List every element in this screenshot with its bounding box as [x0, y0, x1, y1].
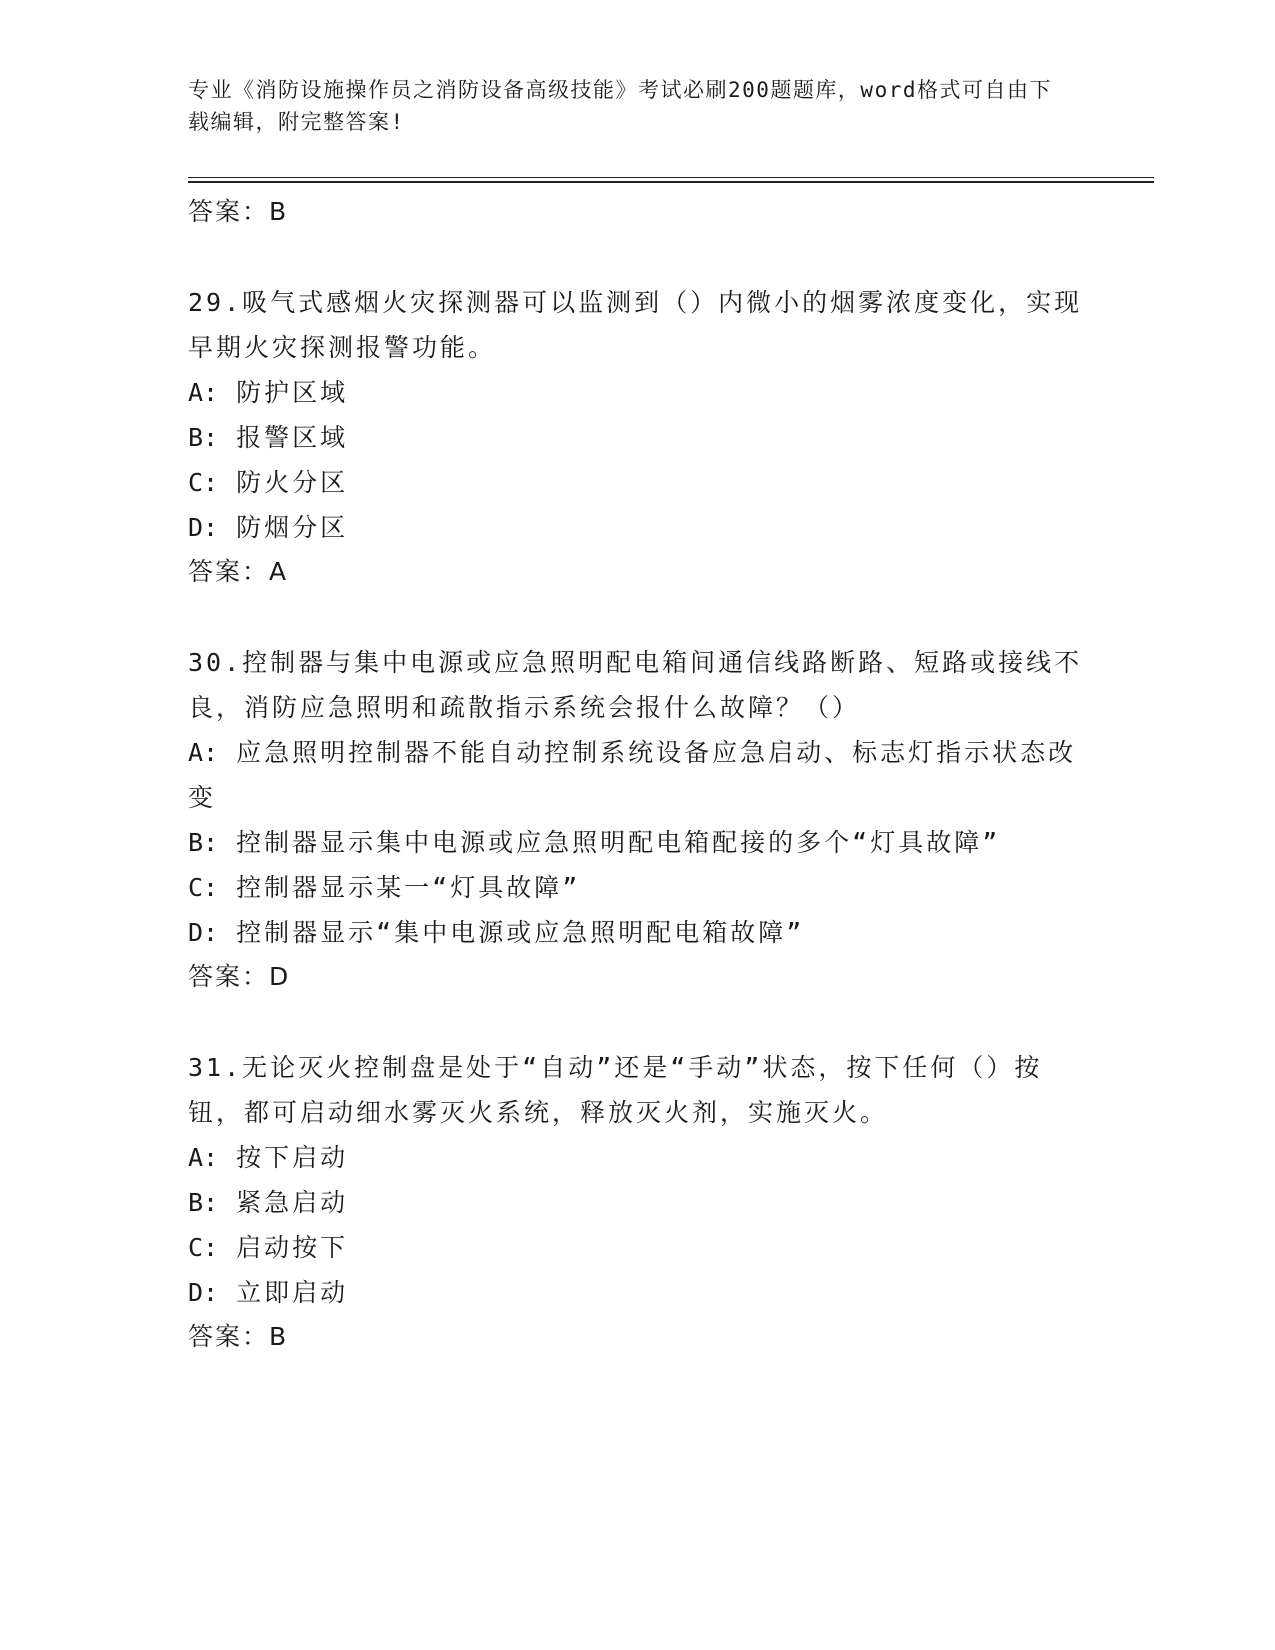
option-a	[188, 1135, 1088, 1180]
previous-answer	[188, 190, 1088, 234]
question-block	[188, 640, 1088, 999]
option-text: 按下启动	[236, 1143, 349, 1172]
question-text	[188, 640, 1088, 730]
option-letter: D:	[188, 1278, 219, 1307]
option-a	[188, 730, 1088, 820]
option-text: 应急照明控制器不能自动控制系统设备应急启动、标志灯指示状态改变	[188, 738, 1077, 812]
option-text: 报警区域	[236, 423, 349, 452]
option-a	[188, 370, 1088, 415]
option-letter: B:	[188, 828, 219, 857]
option-text: 防火分区	[236, 468, 349, 497]
header-divider-thin	[188, 177, 1154, 178]
question-number: 31.	[188, 1053, 243, 1082]
answer-value: A	[269, 557, 289, 586]
option-d	[188, 505, 1088, 550]
answer-value: B	[269, 1322, 289, 1351]
option-text: 控制器显示某一“灯具故障”	[236, 873, 581, 902]
question-stem: 无论灭火控制盘是处于“自动”还是“手动”状态，按下任何（）按钮，都可启动细水雾灭火系统，释放灭火剂，实施灭火。	[188, 1053, 1043, 1127]
option-letter: C:	[188, 468, 219, 497]
option-letter: D:	[188, 918, 219, 947]
spacer	[188, 594, 1088, 640]
option-b	[188, 1180, 1088, 1225]
question-stem: 吸气式感烟火灾探测器可以监测到（）内微小的烟雾浓度变化，实现早期火灾探测报警功能。	[188, 288, 1083, 362]
answer-value: D	[269, 962, 291, 991]
answer-label: 答案：	[188, 557, 270, 586]
option-letter: C:	[188, 1233, 219, 1262]
question-number: 30.	[188, 648, 243, 677]
header-text: 专业《消防设施操作员之消防设备高级技能》考试必刷200题题库，word格式可自由下载编辑，附完整答案!	[188, 78, 1052, 134]
option-d	[188, 1270, 1088, 1315]
question-stem: 控制器与集中电源或应急照明配电箱间通信线路断路、短路或接线不良，消防应急照明和疏散指示系统会报什么故障？（）	[188, 648, 1083, 722]
question-block	[188, 1045, 1088, 1359]
option-letter: B:	[188, 423, 219, 452]
option-letter: A:	[188, 738, 219, 767]
question-answer	[188, 550, 1088, 594]
option-c	[188, 865, 1088, 910]
option-text: 紧急启动	[236, 1188, 349, 1217]
question-number: 29.	[188, 288, 243, 317]
spacer	[188, 999, 1088, 1045]
option-letter: A:	[188, 1143, 219, 1172]
option-text: 控制器显示集中电源或应急照明配电箱配接的多个“灯具故障”	[236, 828, 1001, 857]
option-text: 启动按下	[236, 1233, 349, 1262]
header-divider-thick	[188, 181, 1154, 183]
option-letter: C:	[188, 873, 219, 902]
option-c	[188, 1225, 1088, 1270]
question-text	[188, 280, 1088, 370]
answer-label: 答案：	[188, 197, 270, 226]
answer-value: B	[269, 197, 289, 226]
option-b	[188, 820, 1088, 865]
option-b	[188, 415, 1088, 460]
option-c	[188, 460, 1088, 505]
option-text: 立即启动	[236, 1278, 349, 1307]
spacer	[188, 234, 1088, 280]
answer-label: 答案：	[188, 962, 270, 991]
option-text: 防烟分区	[236, 513, 349, 542]
page-header	[188, 74, 1068, 138]
option-text: 防护区域	[236, 378, 349, 407]
question-content	[188, 190, 1088, 1359]
option-letter: A:	[188, 378, 219, 407]
option-letter: B:	[188, 1188, 219, 1217]
answer-label: 答案：	[188, 1322, 270, 1351]
question-text	[188, 1045, 1088, 1135]
option-letter: D:	[188, 513, 219, 542]
option-d	[188, 910, 1088, 955]
question-block	[188, 280, 1088, 594]
question-answer	[188, 1315, 1088, 1359]
option-text: 控制器显示“集中电源或应急照明配电箱故障”	[236, 918, 805, 947]
question-answer	[188, 955, 1088, 999]
